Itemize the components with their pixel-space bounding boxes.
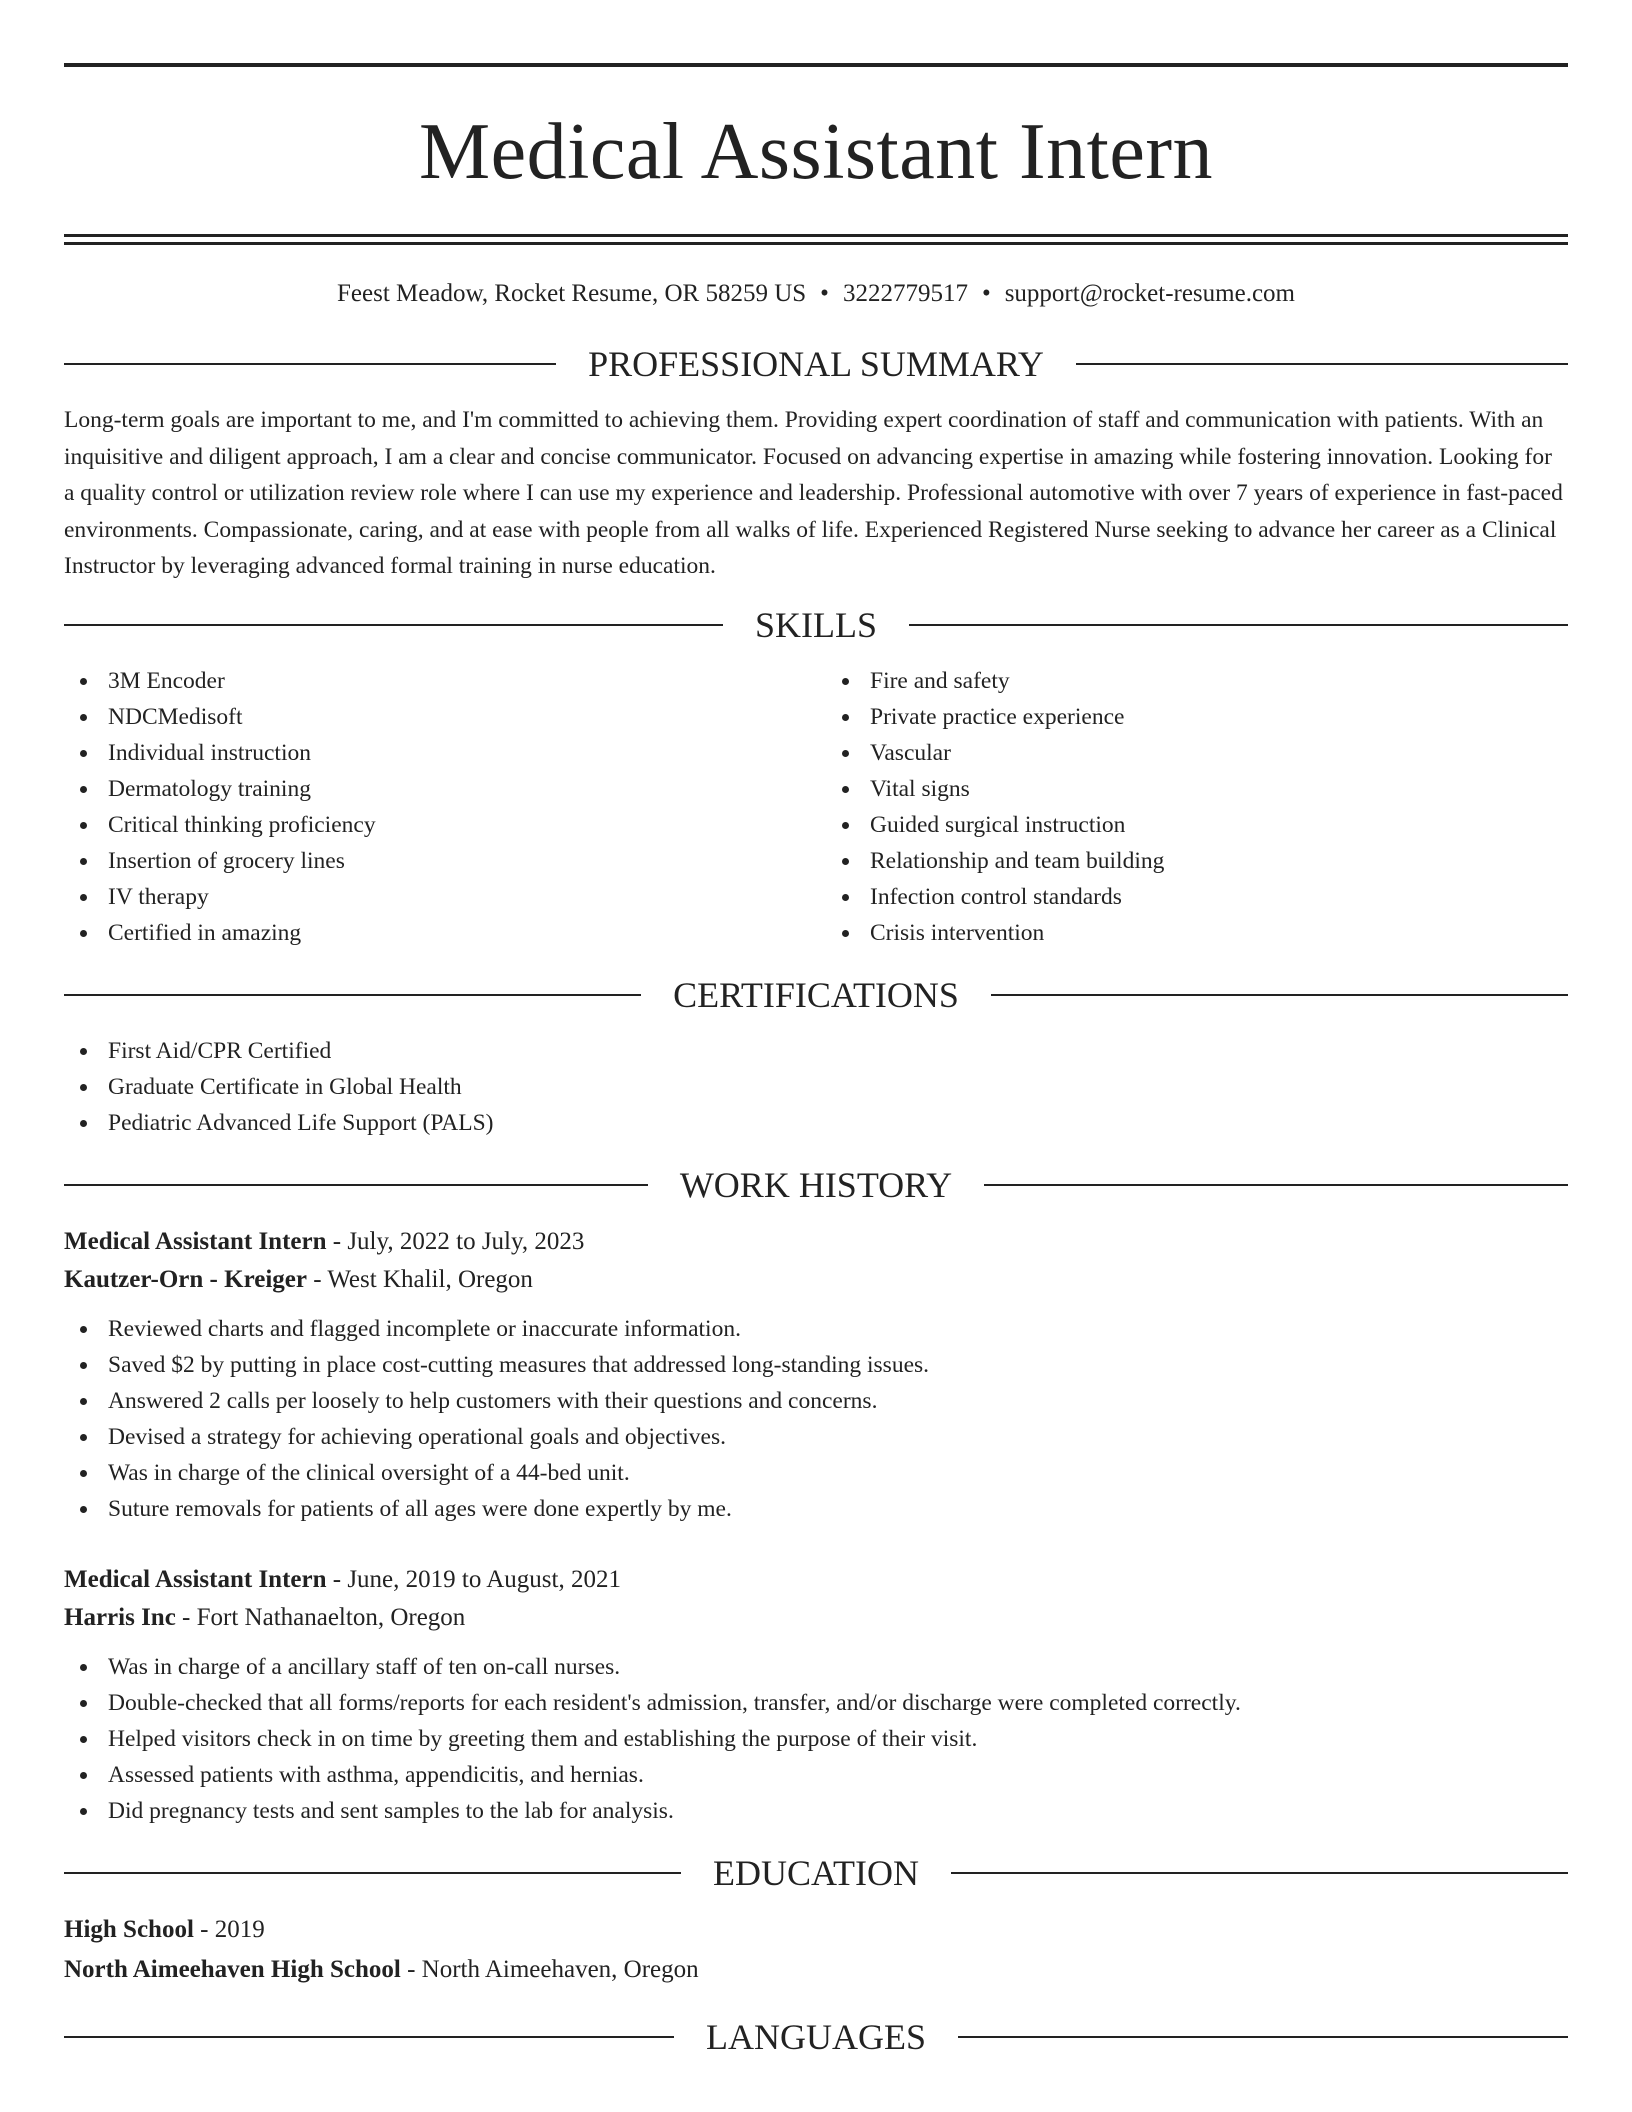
contact-separator: • [981, 280, 991, 307]
skill-item: Crisis intervention [826, 915, 1568, 951]
skill-item: Vascular [826, 735, 1568, 771]
resume-title: Medical Assistant Intern [418, 108, 1214, 196]
job-dates: - June, 2019 to August, 2021 [326, 1565, 621, 1593]
job-duties-list [64, 1649, 1568, 1829]
job-duty: Double-checked that all forms/reports for each resident's admission, transfer, and/or discharge were completed correctly. [64, 1685, 1568, 1721]
contact-phone: 3222779517 [842, 280, 968, 307]
skills-column-left [64, 663, 806, 951]
section-heading-summary [64, 342, 1568, 386]
skill-item: Private practice experience [826, 699, 1568, 735]
skill-item: Relationship and team building [826, 843, 1568, 879]
job-location: - Fort Nathanaelton, Oregon [175, 1603, 466, 1631]
skills-column-right [806, 663, 1568, 951]
section-heading-education [64, 1851, 1568, 1895]
heading-rule-left [64, 624, 723, 626]
heading-rule-right [984, 1184, 1568, 1186]
contact-email: support@rocket-resume.com [1004, 280, 1295, 307]
job-duty: Was in charge of a ancillary staff of ten on-call nurses. [64, 1649, 1568, 1685]
job-duty: Did pregnancy tests and sent samples to the lab for analysis. [64, 1793, 1568, 1829]
heading-rule-right [951, 1872, 1568, 1874]
section-heading-skills [64, 603, 1568, 647]
job-duty: Devised a strategy for achieving operational goals and objectives. [64, 1419, 1568, 1455]
section-title-summary: PROFESSIONAL SUMMARY [588, 344, 1044, 384]
heading-rule-left [64, 994, 641, 996]
certification-item: First Aid/CPR Certified [64, 1033, 1568, 1069]
summary-paragraph: Long-term goals are important to me, and I'm committed to achieving them. Providing expert coordination of staff and communication with patients. With an inquisitive and diligent approach, I am a clear and concise communicator. Focused on advancing expertise in amazing while fostering innovation. Looking for a quality control or utilization review role where I can use my experience and leadership. Professional automotive with over 7 years of experience in fast-paced environments. Compassionate, caring, and at ease with people from all walks of life. Experienced Registered Nurse seeking to advance her career as a Clinical Instructor by leveraging advanced formal training in nurse education. [64, 407, 1563, 579]
job-duty: Saved $2 by putting in place cost-cutting measures that addressed long-standing issues. [64, 1347, 1568, 1383]
job-duty: Assessed patients with asthma, appendicitis, and hernias. [64, 1757, 1568, 1793]
skills-list-left [64, 663, 806, 951]
heading-rule-right [991, 994, 1568, 996]
skill-item: Fire and safety [826, 663, 1568, 699]
certifications-list [64, 1033, 1568, 1141]
education-degree: High School [64, 1915, 194, 1943]
section-title-skills: SKILLS [755, 604, 878, 645]
skill-item: Guided surgical instruction [826, 807, 1568, 843]
job-title-line [64, 1561, 1568, 1599]
skill-item: Individual instruction [64, 735, 806, 771]
job-duty: Helped visitors check in on time by greeting them and establishing the purpose of their visit. [64, 1721, 1568, 1757]
job-entry [64, 1561, 1568, 1829]
education-entry [64, 1911, 1568, 1989]
heading-rule-left [64, 363, 556, 365]
job-title-line [64, 1223, 1568, 1261]
contact-address: Feest Meadow, Rocket Resume, OR 58259 US [337, 280, 807, 307]
skill-item: 3M Encoder [64, 663, 806, 699]
education-degree-line [64, 1911, 1568, 1949]
heading-rule-left [64, 2036, 674, 2038]
job-company: Harris Inc [64, 1603, 176, 1631]
job-company-line [64, 1599, 1568, 1637]
education-school: North Aimeehaven High School [64, 1955, 401, 1983]
heading-rule-left [64, 1184, 648, 1186]
job-title: Medical Assistant Intern [64, 1227, 327, 1255]
job-dates: - July, 2022 to July, 2023 [326, 1227, 585, 1255]
skill-item: NDCMedisoft [64, 699, 806, 735]
section-title-education: EDUCATION [713, 1852, 919, 1893]
contact-line [64, 277, 1568, 311]
education-location: - North Aimeehaven, Oregon [400, 1955, 699, 1983]
certification-item: Pediatric Advanced Life Support (PALS) [64, 1105, 1568, 1141]
job-company-line [64, 1261, 1568, 1299]
skill-item: Insertion of grocery lines [64, 843, 806, 879]
job-title: Medical Assistant Intern [64, 1565, 327, 1593]
certification-item: Graduate Certificate in Global Health [64, 1069, 1568, 1105]
section-title-languages: LANGUAGES [706, 2016, 926, 2057]
education-year: - 2019 [193, 1915, 265, 1943]
section-heading-languages [64, 2015, 1568, 2059]
skill-item: Certified in amazing [64, 915, 806, 951]
skills-list-right [826, 663, 1568, 951]
heading-rule-left [64, 1872, 681, 1874]
job-duties-list [64, 1311, 1568, 1527]
education-school-line [64, 1951, 1568, 1989]
job-entry [64, 1223, 1568, 1527]
skill-item: IV therapy [64, 879, 806, 915]
heading-rule-right [1076, 363, 1568, 365]
job-duty: Was in charge of the clinical oversight of a 44-bed unit. [64, 1455, 1568, 1491]
skill-item: Vital signs [826, 771, 1568, 807]
section-title-work-history: WORK HISTORY [679, 1164, 953, 1205]
job-company: Kautzer-Orn - Kreiger [64, 1265, 307, 1293]
title-double-rule [64, 234, 1568, 245]
skill-item: Dermatology training [64, 771, 806, 807]
job-duty: Answered 2 calls per loosely to help customers with their questions and concerns. [64, 1383, 1568, 1419]
heading-rule-right [958, 2036, 1568, 2038]
job-duty: Reviewed charts and flagged incomplete or inaccurate information. [64, 1311, 1568, 1347]
skills-grid [64, 663, 1568, 951]
resume-page [64, 0, 1568, 2059]
top-rule [64, 63, 1568, 67]
section-heading-work-history [64, 1163, 1568, 1207]
skill-item: Infection control standards [826, 879, 1568, 915]
contact-separator: • [820, 280, 829, 307]
heading-rule-right [909, 624, 1568, 626]
skill-item: Critical thinking proficiency [64, 807, 806, 843]
job-duty: Suture removals for patients of all ages were done expertly by me. [64, 1491, 1568, 1527]
section-heading-certifications [64, 973, 1568, 1017]
section-title-certifications: CERTIFICATIONS [673, 974, 959, 1015]
job-location: - West Khalil, Oregon [306, 1265, 533, 1293]
